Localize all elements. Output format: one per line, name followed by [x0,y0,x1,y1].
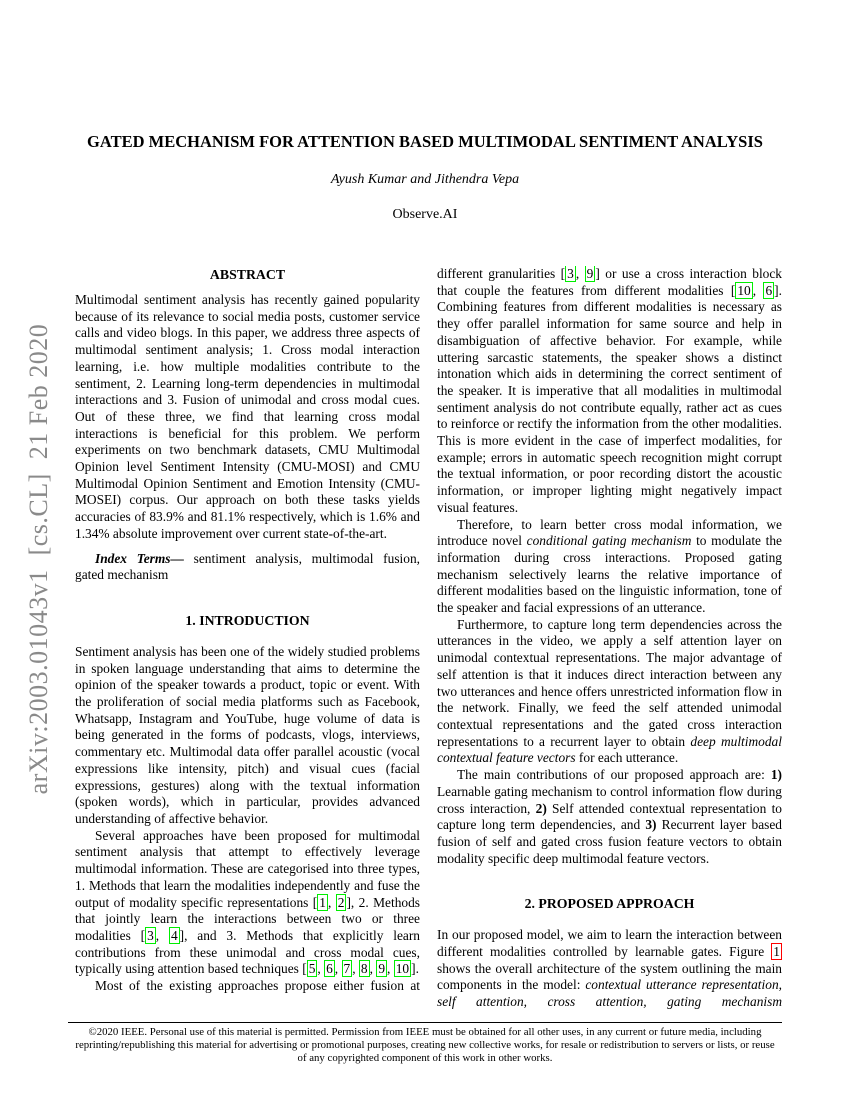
text-run: Several approaches have been proposed for multimodal sentiment analysis that attempt to effectively leverage multimodal information. These are categorised into three types, 1. Methods that learn the modalities independently and fuse the output of modality specific representations [ [75,827,420,910]
citation-link[interactable]: 10 [395,961,410,977]
text-run: , [387,961,394,977]
citation-link[interactable]: 2 [337,894,345,910]
copyright-notice: ©2020 IEEE. Personal use of this material is permitted. Permission from IEEE must be obtained for all other uses, in any current or future media, including reprinting/republishing this material for advertising or promotional purposes, creating new collective works, for resale or redistribution to servers or lists, or reuse of any copyrighted component of this work in other works. [75,1026,775,1065]
abstract-heading [75,266,420,283]
abstract-paragraph [75,292,420,543]
citation-link[interactable]: 3 [567,266,574,281]
footnote-rule [68,1022,782,1023]
citation-link[interactable]: 5 [308,961,316,977]
text-run: Recurrent layer based fusion of self and gated cross fusion feature vectors to obtain modality specific deep multimodal feature vectors. [437,817,782,866]
text-run: Sentiment analysis has been one of the widely studied problems in spoken language understanding that aims to determine the opinion of the speaker towards a product, topic or event. With the proliferation of social media platforms such as Facebook, Whatsapp, Instagram and YouTube, huge volume of data is being generated in the forms of podcasts, vlogs, interviews, commentary etc. Multimodal data offer parallel acoustic (vocal expressions like intensity, pitch) and visual cues (facial expressions, gestures) along with the textual information (spoken words), which in particular, provides advanced understanding of affective behavior. [75,643,420,826]
text-run: ], 2. Methods that jointly learn the interactions between two or three modalities [ [75,894,420,943]
text-run: 2. PROPOSED APPROACH [524,896,695,912]
text-run: conditional gating mechanism [526,533,692,549]
text-run: Most of the existing approaches propose either fusion at [95,978,420,994]
text-run: sentiment analysis, multimodal fusion, gated mechanism [75,550,420,583]
text-run: to modulate the information during cross interactions. Proposed gating mechanism selectively learns the relative importance of different modalities based on the linguistic information, tone of the speaker and facial expressions of an utterance. [437,533,782,616]
gating-paragraph [437,517,782,617]
text-run: , [369,961,377,977]
text-run: Self attended contextual representation to capture long term dependencies, and [437,800,782,833]
intro-paragraph-3-continued [437,266,782,517]
text-run: Learnable gating mechanism to control information flow during cross interaction, [437,783,782,816]
text-run: contextual utterance representation, self attention, cross attention, gating mechanism [437,977,782,1010]
text-run: for each utterance. [575,750,679,766]
citation-link[interactable]: 3 [147,927,154,943]
text-run: Index Terms— [95,550,184,566]
intro-paragraph-3 [75,978,420,995]
paper-authors: Ayush Kumar and Jithendra Vepa [330,172,520,187]
text-run: deep multimodal contextual feature vectors [437,733,782,766]
self-attention-paragraph [437,617,782,767]
text-run: shows the overall architecture of the system outlining the main components in the model: [437,960,782,993]
index-terms [75,551,420,584]
intro-paragraph-1 [75,644,420,828]
proposed-approach-paragraph [437,927,782,1011]
citation-link[interactable]: 9 [586,266,594,281]
text-run: ], and 3. Methods that explicitly learn contributions from these unimodal and cross modal cues, typically using attention based techniques [ [75,927,420,977]
text-run: 1) [770,767,782,783]
contributions-paragraph [437,767,782,867]
text-run: 2) [535,800,547,816]
text-run: ] or use a cross interaction block that couple the features from different modalities [ [437,266,782,298]
right-column [437,266,782,1018]
arxiv-watermark: arXiv:2003.01043v1 [cs.CL] 21 Feb 2020 [24,323,53,795]
text-run: 3) [645,817,657,833]
proposed-approach-heading [437,895,782,912]
intro-paragraph-2 [75,828,420,978]
citation-link[interactable]: 1 [319,894,326,910]
text-run: In our proposed model, we aim to learn the interaction between different modalities controlled by learnable gates. Figure [437,927,782,960]
text-run: , [575,266,585,281]
introduction-heading [75,612,420,629]
figure-ref-link[interactable]: 1 [773,944,780,960]
text-run: , [334,961,342,977]
text-run: ABSTRACT [209,267,286,282]
text-run: Furthermore, to capture long term dependencies across the utterances in the video, we apply a self attention layer on unimodal contextual representations. The major advantage of self attention is that it induces direct interaction between any two utterances and hence offers unrestricted information flow in the network. Finally, we feed the self attended unimodal contextual representations and the gated cross interaction representations to a recurrent layer to obtain [437,616,782,749]
citation-link[interactable]: 6 [765,282,773,298]
text-run: ]. [411,961,419,977]
text-run: , [317,961,325,977]
text-run: Multimodal sentiment analysis has recently gained popularity because of its relevance to social media posts, customer service calls and video blogs. In this paper, we address three aspects of multimodal sentiment analysis; 1. Cross modal interaction learning, i.e. how multiple modalities contribute to the sentiment, 2. Learning long-term dependencies in multimodal interactions and 3. Fusion of unimodal and cross modal cues. Out of these three, we find that learning cross modal interactions is beneficial for this problem. We perform experiments on two benchmark datasets, CMU Multimodal Opinion level Sentiment Intensity (CMU-MOSI) and CMU Multimodal Opinion Sentiment and Emotion Intensity (CMU-MOSEI) corpus. Our approach on both these tasks yields accuracies of 83.9% and 81.1% respectively, which is 1.6% and 1.34% absolute improvement over current state-of-the-art. [75,292,420,541]
paper-affiliation: Observe.AI [392,207,458,222]
text-run: , [752,282,764,298]
text-run: different granularities [ [437,266,566,281]
citation-link[interactable]: 8 [360,961,368,977]
text-run: ]. Combining features from different modalities is necessary as they offer parallel information for same source and help in disambiguation of affective behavior. For example, while uttering sarcastic statements, the speaker shows a distinct intonation which aids in determining the correct sentiment of the speaker. It is imperative that all modalities in multimodal sentiment analysis do not contribute equally, rather act as cues to reinforce or rectify the information from the other modalities. This is more evident in the case of imperfect modalities, for example; errors in automatic speech recognition might corrupt the textual information, or poor recording distort the acoustic information, or improper lighting might negatively impact visual features. [437,282,782,515]
text-run: The main contributions of our proposed approach are: [457,767,771,783]
left-column [75,266,420,1018]
text-run: , [155,927,169,943]
citation-link[interactable]: 10 [737,282,751,298]
citation-link[interactable]: 9 [378,961,386,977]
citation-link[interactable]: 7 [343,961,351,977]
paper-title: GATED MECHANISM FOR ATTENTION BASED MULTIMODAL SENTIMENT ANALYSIS [87,132,763,151]
text-run: 1. INTRODUCTION [185,612,310,628]
citation-link[interactable]: 4 [170,927,178,943]
text-run: , [352,961,359,977]
text-run: Therefore, to learn better cross modal information, we introduce novel [437,516,782,549]
text-run: , [327,894,336,910]
citation-link[interactable]: 6 [326,961,333,977]
